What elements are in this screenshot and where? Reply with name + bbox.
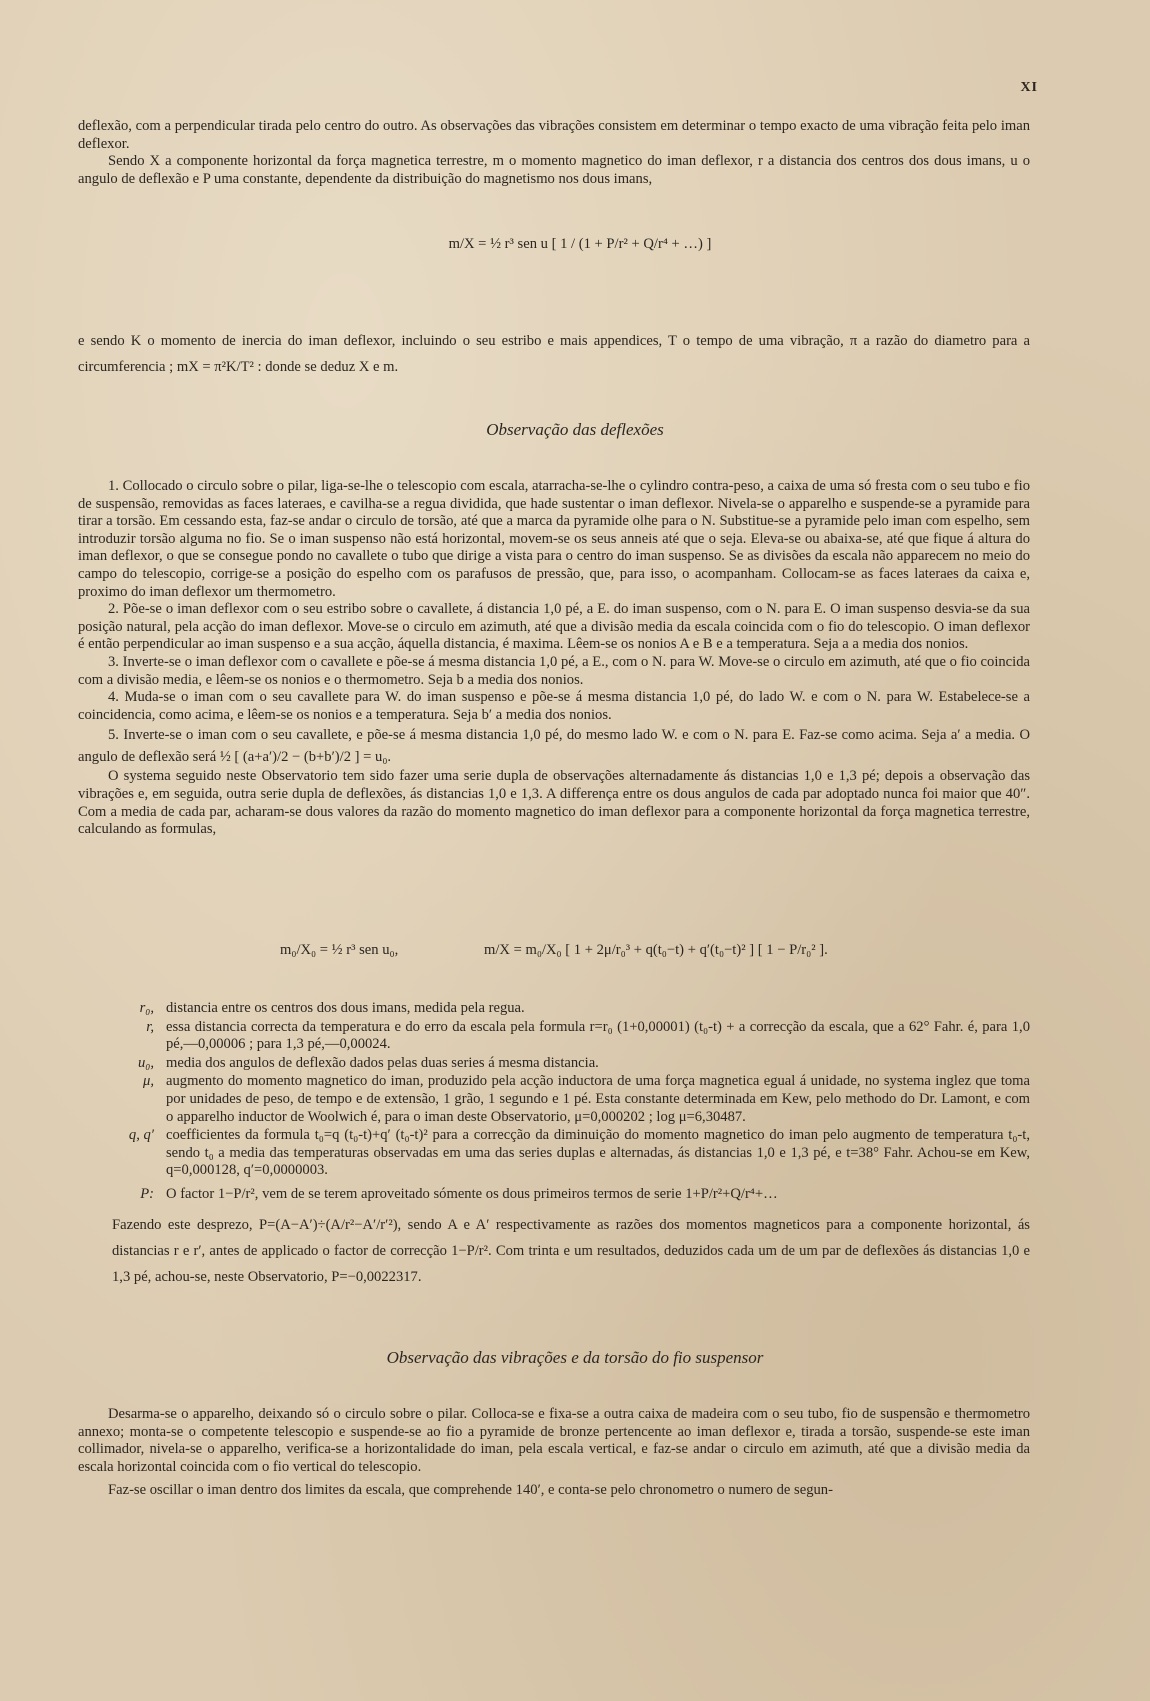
definition-text: augmento do momento magnetico do iman, produzido pela acção inductora de uma força magnetica egual á unidade, no systema inglez que toma por unidades de peso, de tempo e de extensão, 1 grão, 1 segundo e 1 pé. Esta constante determinada em Kew, pelo methodo do Dr. Lamont, e com o apparelho inductor de Woolwich é, para o iman deste Observatorio, μ=0,000202 ; log μ=6,30487.	[166, 1073, 1030, 1125]
step-5: 5. Inverte-se o iman com o seu cavallete, e põe-se á mesma distancia 1,0 pé, do mesmo lado W. e com o N. para E. Faz-se como acima. Seja a′ a media. O angulo de deflexão será ½ [ (a+a′)/2 − (b+b′)/2 ] = u₀.	[78, 727, 1030, 766]
definition-symbol: r₀,	[139, 1000, 154, 1016]
definition-text: media dos angulos de deflexão dados pelas duas series á mesma distancia.	[166, 1054, 599, 1071]
definition-mu	[112, 1073, 1030, 1126]
section-title-deflexoes: Observação das deflexões	[486, 420, 664, 439]
step-3: 3. Inverte-se o iman deflexor com o cavallete e põe-se á mesma distancia 1,0 pé, a E., com o N. para W. Move-se o circulo em azimuth, até que o fio coincida com a divisão media, e lêem-se os nonios e o thermometro. Seja b a media dos nonios.	[78, 653, 1030, 688]
step-1: 1. Collocado o circulo sobre o pilar, liga-se-lhe o telescopio com escala, atarracha-se-lhe o cylindro contra-peso, a caixa de uma só fresta com o seu tubo e fio de suspensão, removidas as faces lateraes, e cavilha-se a regua dividida, que hade sustentar o iman deflexor. Nivela-se o apparelho e suspende-se a pyramide para tirar a torsão. Em cessando esta, faz-se andar o circulo de torsão, até que a marca da pyramide olhe para o N. Substitue-se a pyramide pelo iman com espelho, sem introduzir torsão alguma no fio. Se o iman suspenso não está horizontal, movem-se os seus anneis até que o seja. Eleva-se ou abaixa-se, até que fique á altura do iman deflexor, o que se consegue pondo no cavallete o tubo que dirige a vista para o centro do iman suspenso. Se as divisões da escala não apparecem no meio do campo do telescopio, corrige-se a posição do espelho com os parafusos de pressão, que, para isso, o acompanham. Collocam-se as faces lateraes da caixa e, proximo do iman deflexor um thermometro.	[78, 478, 1030, 600]
definition-symbol: r,	[146, 1018, 154, 1035]
definition-text: coefficientes da formula t₀=q (t₀-t)+q′ (t₀-t)² para a correcção da diminuição do momento magnetico do iman pelo augmento de temperatura t₀-t, sendo t₀ a media das temperaturas observadas em uma das series duplas e alternadas, ás distancias 1,0 e 1,3 pé, e t=38° Fahr. Achou-se em Kew, q=0,000128, q′=0,0000003.	[166, 1127, 1030, 1179]
definition-r	[112, 1019, 1030, 1054]
vibracoes-block	[78, 1406, 1030, 1500]
definition-symbol: q, q′	[128, 1127, 154, 1144]
section-title-vibracoes: Observação das vibrações e da torsão do fio suspensor	[386, 1348, 764, 1367]
intro-block-2	[78, 328, 1030, 380]
definition-symbol: P:	[140, 1185, 154, 1202]
step-2: 2. Põe-se o iman deflexor com o seu estribo sobre o cavallete, á distancia 1,0 pé, a E. do iman suspenso, com o N. para E. O iman suspenso desvia-se da sua posição natural, pela acção do iman deflexor. Move-se o circulo em azimuth, até que a divisão media da escala coincida com o fio do telescopio. O iman deflexor é então perpendicular ao iman suspenso e a sua acção, áquella distancia, é maxima. Lêem-se os nonios A e B e a temperatura. Seja a a media dos nonios.	[78, 601, 1030, 653]
deflexoes-steps	[78, 478, 1030, 839]
step-4: 4. Muda-se o iman com o seu cavallete para W. do iman suspenso e põe-se á mesma distancia 1,0 pé, do lado W. e com o N. para W. Estabelece-se a coincidencia, como acima, e lêem-se os nonios e a temperatura. Seja b′ a media dos nonios.	[78, 689, 1030, 723]
vibracoes-paragraph-2: Faz-se oscillar o iman dentro dos limites da escala, que comprehende 140′, e conta-se pelo chronometro o numero de segun-	[108, 1482, 833, 1499]
definition-text: O factor 1−P/r², vem de se terem aproveitado sómente os dous primeiros termos de serie 1+P/r²+Q/r⁴+…	[166, 1185, 778, 1202]
definition-P	[112, 1186, 1030, 1204]
P-paragraph: Fazendo este desprezo, P=(A−A′)÷(A/r²−A′/r′²), sendo A e A′ respectivamente as razões dos momentos magneticos para a componente horizontal, ás distancias r e r′, antes de applicado o factor de correcção 1−P/r². Com trinta e um resultados, deduzidos cada um de um par de deflexões ás distancias 1,0 e 1,3 pé, achou-se, neste Observatorio, P=−0,0022317.	[112, 1216, 1030, 1285]
definition-text: distancia entre os centros dos dous imans, medida pela regua.	[166, 1000, 525, 1016]
definitions-list	[112, 1000, 1030, 1290]
definition-q	[112, 1127, 1030, 1180]
vibracoes-paragraph-1: Desarma-se o apparelho, deixando só o circulo sobre o pilar. Colloca-se e fixa-se a outra caixa de madeira com o seu tubo, fio de suspensão e thermometro annexo; monta-se o competente telescopio e suspende-se ao fio a pyramide de bronze pertencente ao iman deflexor e, tirada a torsão, suspende-se este iman collimador, nivela-se o apparelho, verifica-se a horizontalidade do iman, pela escala vertical, e faz-se andar o circulo em azimuth, até que a divisão media da escala horizontal coincida com o fio vertical do telescopio.	[78, 1406, 1030, 1475]
formula-ratio-corrected: m/X = m₀/X₀ [ 1 + 2μ/r₀³ + q(t₀−t) + q′(t₀−t)² ] [ 1 − P/r₀² ].	[484, 942, 828, 958]
intro-paragraph-1: deflexão, com a perpendicular tirada pelo centro do outro. As observações das vibrações consistem em determinar o tempo exacto de uma vibração feita pelo iman deflexor.	[78, 118, 1030, 152]
definition-u0	[112, 1055, 1030, 1073]
intro-block	[78, 118, 1030, 188]
definition-symbol: μ,	[143, 1073, 154, 1090]
definition-text: essa distancia correcta da temperatura e do erro da escala pela formula r=r₀ (1+0,00001) (t₀-t) + a correcção da escala, que a 62° Fahr. é, para 1,0 pé,—0,00006 ; para 1,3 pé,—0,00024.	[166, 1018, 1030, 1053]
intro-paragraph-2: Sendo X a componente horizontal da força magnetica terrestre, m o momento magnetico do iman deflexor, r a distancia dos centros dos dous imans, u o angulo de deflexão e P uma constante, dependente da distribuição do magnetismo nos dous imans,	[78, 153, 1030, 187]
intro-paragraph-3: e sendo K o momento de inercia do iman deflexor, incluindo o seu estribo e mais appendices, T o tempo de uma vibração, π a razão do diametro para a circumferencia ; mX = π²K/T² : donde se deduz X e m.	[78, 333, 1030, 375]
formula-ratio-base: m₀/X₀ = ½ r³ sen u₀,	[280, 942, 399, 958]
system-paragraph: O systema seguido neste Observatorio tem sido fazer uma serie dupla de observações alternadamente ás distancias 1,0 e 1,3 pé; depois a observação das vibrações e, em seguida, outra serie dupla de deflexões, ás distancias 1,0 e 1,3. A differença entre os dous angulos de cada par adoptado nunca foi maior que 40″. Com a media de cada par, acharam-se dous valores da razão do momento magnetico do iman deflexor para a componente horizontal da força magnetica terrestre, calculando as formulas,	[78, 768, 1030, 838]
definition-symbol: u₀,	[137, 1054, 154, 1071]
formula-deflection: m/X = ½ r³ sen u [ 1 / (1 + P/r² + Q/r⁴ + …) ]	[448, 236, 712, 252]
page-number: XI	[1020, 80, 1038, 95]
definition-r0	[112, 1000, 1030, 1018]
